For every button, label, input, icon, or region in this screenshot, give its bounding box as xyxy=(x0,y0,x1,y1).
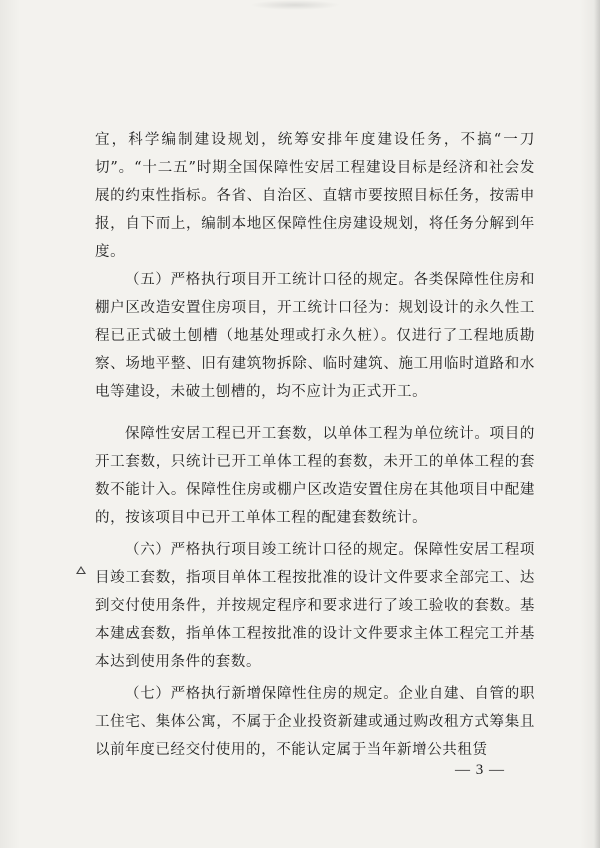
paragraph-section-7: （七）严格执行新增保障性住房的规定。企业自建、自管的职工住宅、集体公寓，不属于企业投资新建或通过购改租方式筹集且以前年度已经交付使用的，不能认定属于当年新增公共租赁 xyxy=(95,686,535,758)
handwritten-triangle-mark-icon xyxy=(128,630,138,638)
paragraph-section-6: （六）严格执行项目竣工统计口径的规定。保障性安居工程项目竣工套数，指项目单体工程按批准的设计文件要求全部完工、达到交付使用条件，并按规定程序和要求进行了竣工验收的套数。基本建成套数，指单体工程按批准的设计文件要求主体工程完工并基本达到使用条件的套数。 xyxy=(95,542,535,670)
paragraph-continued: 宜，科学编制建设规划，统筹安排年度建设任务，不搞“一刀切”。“十二五”时期全国保障性安居工程建设目标是经济和社会发展的约束性指标。各省、自治区、直辖市要按照目标任务，按需申报，自下而上，编制本地区保障性住房建设规划，将任务分解到年度。 xyxy=(95,132,535,260)
handwritten-triangle-mark-icon xyxy=(76,566,86,574)
page-edge-shadow xyxy=(594,0,600,848)
page-number: — 3 — xyxy=(455,762,505,778)
paragraph-section-5: （五）严格执行项目开工统计口径的规定。各类保障性住房和棚户区改造安置住房项目，开工统计口径为：规划设计的永久性工程已正式破土刨槽（地基处理或打永久桩）。仅进行了工程地质勘察、场地平整、旧有建筑物拆除、临时建筑、施工用临时道路和水电等建设，未破土刨槽的，均不应计为正式开工。 xyxy=(95,272,535,400)
scan-smudge xyxy=(250,0,340,10)
paragraph-start-count: 保障性安居工程已开工套数，以单体工程为单位统计。项目的开工套数，只统计已开工单体工程的套数，未开工的单体工程的套数不能计入。保障性住房或棚户区改造安置住房在其他项目中配建的，按该项目中已开工单体工程的配建套数统计。 xyxy=(95,426,535,526)
